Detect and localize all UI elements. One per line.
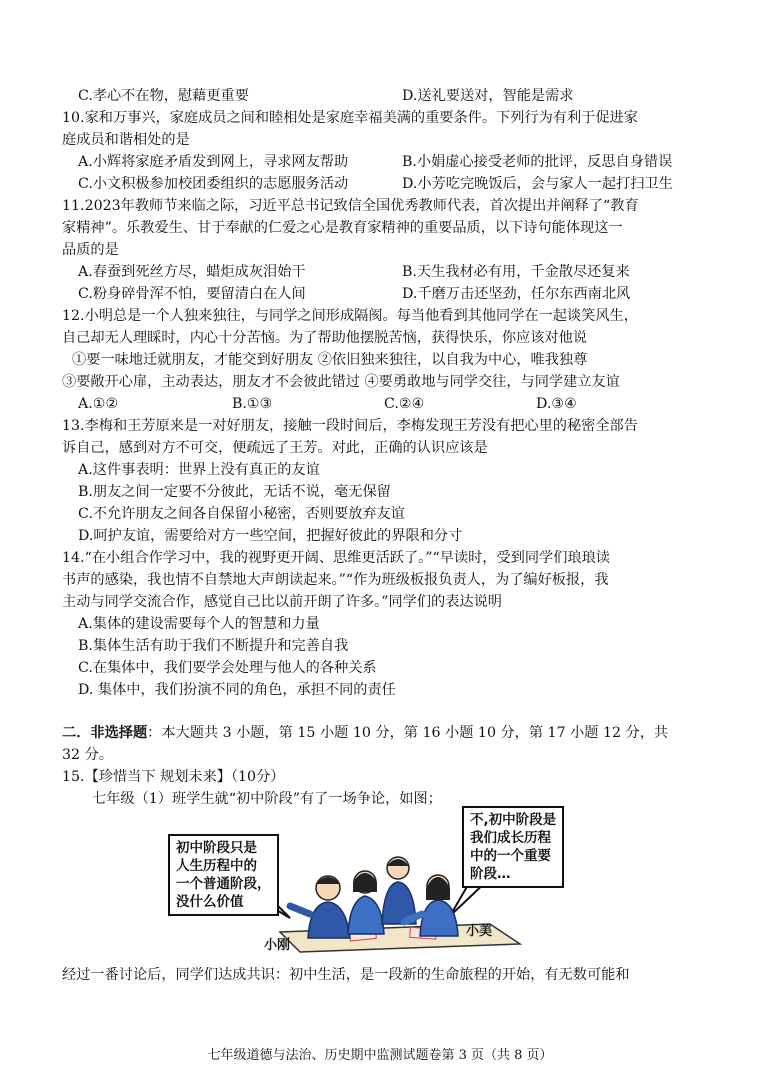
q14-option-c: C.在集体中，我们要学会处理与他人的各种关系: [78, 660, 377, 676]
q11-option-c: C.粉身碎骨浑不怕，要留清白在人间: [78, 286, 306, 302]
left-bubble-line: 人生历程中的: [176, 858, 257, 874]
q12-statements-line2: ③要敞开心扉，主动表达，朋友才不会彼此错过 ④要勇敢地与同学交往，与同学建立友谊: [62, 374, 620, 390]
student-arm: [290, 906, 310, 914]
section2-description-text: ：本大题共 3 小题，第 15 小题 10 分，第 16 小题 10 分，第 17 小题 12 分，共: [147, 725, 669, 741]
left-bubble-line: 没什么价值: [176, 894, 244, 910]
section2-heading: 二．非选择题: [62, 725, 148, 741]
q12-option-b: B.①③: [232, 396, 273, 412]
q9-option-c: C.孝心不在物，慰藉更重要: [78, 88, 249, 104]
q10-option-d: D.小芳吃完晚饭后，会与家人一起打扫卫生: [402, 176, 673, 192]
left-speech-bubble: [168, 834, 279, 916]
discussion-illustration: [160, 806, 590, 958]
q14-stem-line1: 14.“在小组合作学习中，我的视野更开阔、思维更活跃了。”“早读时，受到同学们琅琅读: [62, 550, 610, 566]
q11-option-a: A.春蚕到死丝方尽，蜡炬成灰泪始干: [78, 264, 306, 280]
q12-statements-line1: ①要一味地迁就朋友，才能交到好朋友 ②依旧独来独往，以自我为中心，唯我独尊: [72, 352, 588, 368]
q12-option-a: A.①②: [78, 396, 119, 412]
q13-stem-line2: 诉自己，感到对方不可交，便疏远了王芳。对此，正确的认识应该是: [62, 440, 488, 456]
student-name-left: 小刚: [264, 938, 291, 953]
q11-stem-line1: 11.2023年教师节来临之际，习近平总书记致信全国优秀教师代表，首次提出并阐释了“教育: [62, 198, 639, 214]
right-bubble-line: 阶段…: [470, 866, 511, 882]
q15-intro: 七年级（1）班学生就“初中阶段”有了一场争论，如图；: [92, 791, 442, 807]
q14-stem-line2: 书声的感染，我也情不自禁地大声朗读起来。”“作为班级板报负责人，为了编好板报，我: [62, 572, 609, 588]
q11-option-b: B.天生我材必有用，千金散尽还复来: [402, 264, 630, 280]
q11-stem-line3: 品质的是: [62, 242, 119, 258]
student-hair: [316, 877, 340, 884]
right-speech-bubble: [462, 806, 564, 888]
section2-description: [62, 722, 668, 744]
q12-option-c: C.②④: [384, 396, 425, 412]
q15-after-text: 经过一番讨论后，同学们达成共识：初中生活，是一段新的生命旅程的开始，有无数可能和: [62, 967, 630, 983]
right-bubble-line: 中的一个重要: [470, 848, 551, 864]
q13-option-d: D.呵护友谊，需要给对方一些空间，把握好彼此的界限和分寸: [78, 528, 463, 544]
q12-stem-line2: 自己却无人理睬时，内心十分苦恼。为了帮助他摆脱苦恼，获得快乐，你应该对他说: [62, 330, 587, 346]
section2-description-line2: 32 分。: [62, 747, 113, 763]
left-bubble-line: 初中阶段只是: [176, 840, 257, 856]
q13-option-a: A.这件事表明：世界上没有真正的友谊: [78, 462, 320, 478]
q13-option-b: B.朋友之间一定要不分彼此，无话不说，毫无保留: [78, 484, 391, 500]
q10-stem-line1: 10.家和万事兴，家庭成员之间和睦相处是家庭幸福美满的重要条件。下列行为有利于促进家: [62, 110, 638, 126]
student-uniform: [420, 900, 458, 936]
student-uniform: [348, 896, 384, 934]
q14-option-d: D. 集体中，我们扮演不同的角色，承担不同的责任: [78, 682, 396, 698]
q11-option-d: D.千磨万击还坚劲，任尔东西南北风: [402, 286, 631, 302]
left-bubble-line: 一个普通阶段，: [176, 876, 271, 892]
q13-option-c: C.不允许朋友之间各自保留小秘密，否则要放弃友谊: [78, 506, 405, 522]
q15-title: 15.【珍惜当下 规划未来】（10分）: [62, 769, 285, 785]
student-uniform: [308, 902, 350, 938]
q10-option-a: A.小辉将家庭矛盾发到网上，寻求网友帮助: [78, 154, 349, 170]
q10-stem-line2: 庭成员和谐相处的是: [62, 132, 190, 148]
page-footer: 七年级道德与法治、历史期中监测试题卷第 3 页（共 8 页）: [207, 1048, 553, 1063]
q10-option-b: B.小娟虚心接受老师的批评，反思自身错误: [402, 154, 673, 170]
student-name-right: 小美: [466, 924, 493, 939]
q12-stem-line1: 12.小明总是一个人独来独往，与同学之间形成隔阂。每当他看到其他同学在一起谈笑风生，: [62, 308, 638, 324]
q12-option-d: D.③④: [536, 396, 577, 412]
q9-option-d: D.送礼要送对，智能是需求: [402, 88, 574, 104]
q11-stem-line2: 家精神”。乐教爱生、甘于奉献的仁爱之心是教育家精神的重要品质，以下诗句能体现这一: [62, 220, 623, 236]
q13-stem-line1: 13.李梅和王芳原来是一对好朋友，接触一段时间后，李梅发现王芳没有把心里的秘密全部告: [62, 418, 638, 434]
q14-option-a: A.集体的建设需要每个人的智慧和力量: [78, 616, 320, 632]
q14-stem-line3: 主动与同学交流合作，感觉自己比以前开朗了许多。”同学们的表达说明: [62, 594, 502, 610]
q14-option-b: B.集体生活有助于我们不断提升和完善自我: [78, 638, 349, 654]
right-bubble-line: 我们成长历程: [470, 830, 551, 846]
right-bubble-line: 不,初中阶段是: [470, 812, 557, 828]
q10-option-c: C.小文积极参加校团委组织的志愿服务活动: [78, 176, 349, 192]
